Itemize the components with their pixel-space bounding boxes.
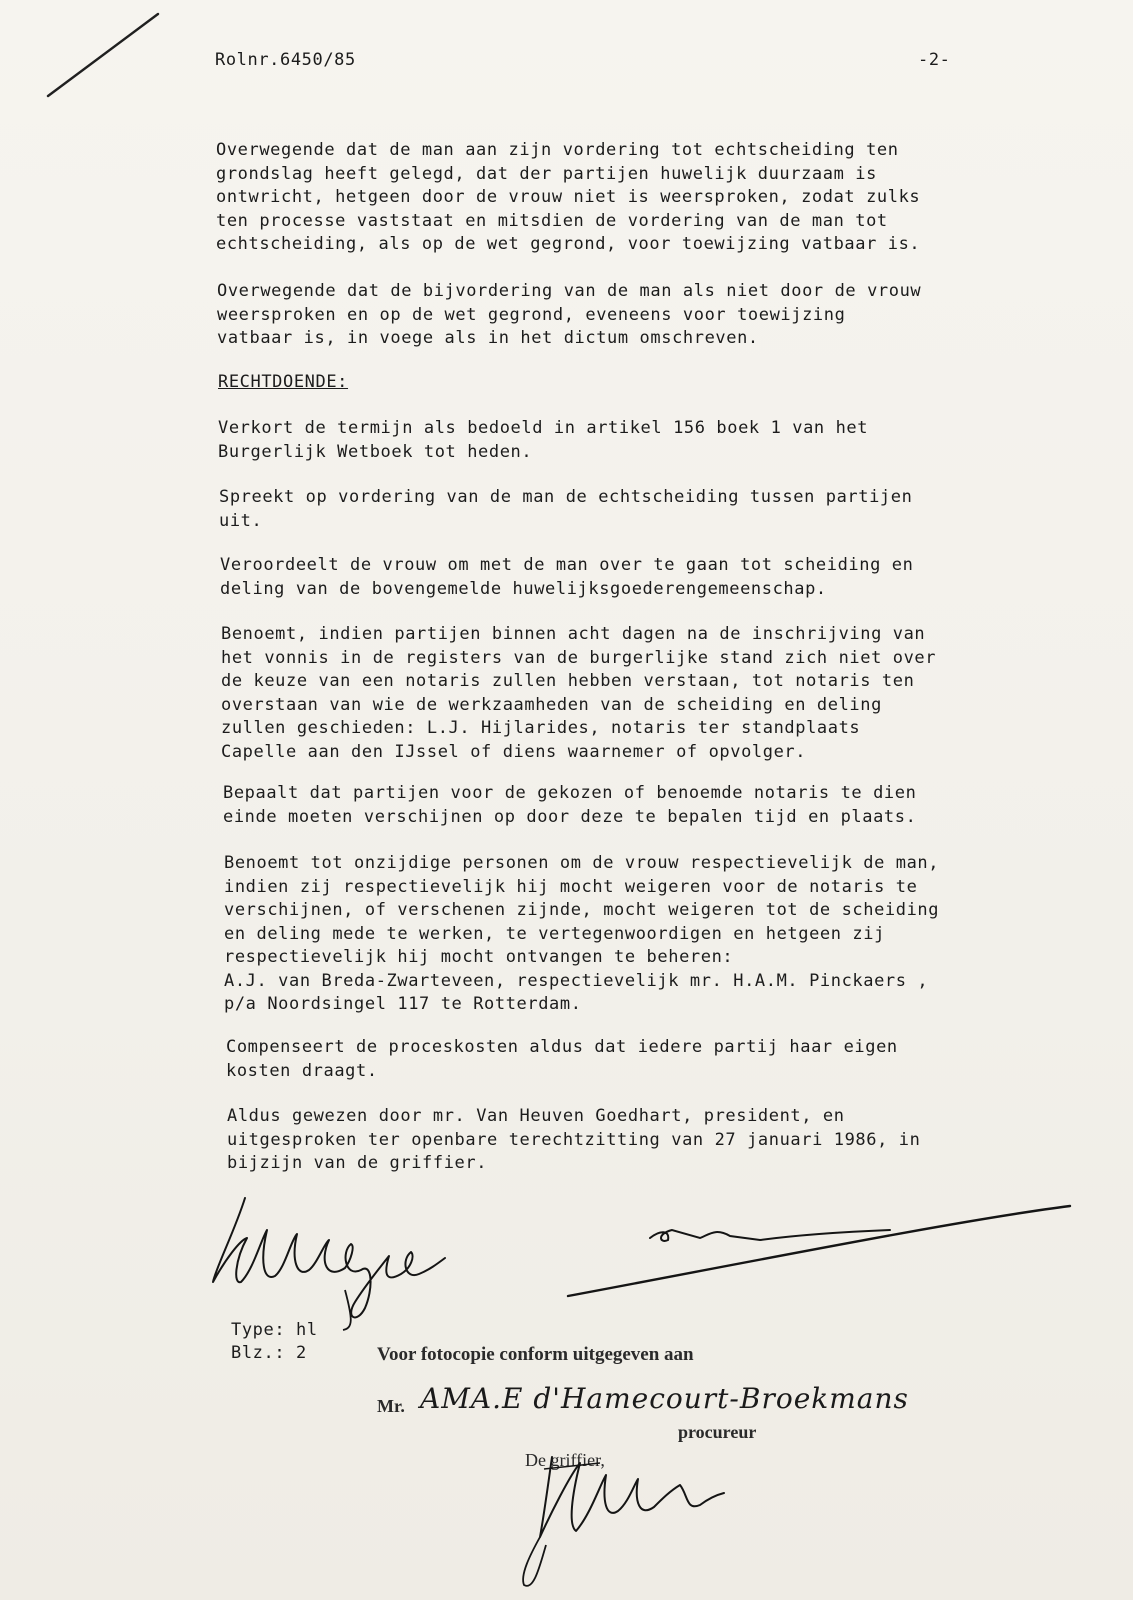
ruling-paragraph: Benoemt, indien partijen binnen acht dagen na de inschrijving van het vonnis in de registers van de burgerlijke stand zich niet over de keuze van een notaris zullen hebben verstaan, tot notaris ten overstaan van wie de werkzaamheden van de scheiding en deling zullen geschieden: L.J. Hijlarides, notaris ter standplaats Capelle aan den IJssel of diens waarnemer of opvolger. bbox=[221, 624, 937, 762]
type-label: Type: hl bbox=[231, 1320, 318, 1340]
clerk-signature-line bbox=[560, 1200, 1080, 1310]
ruling-paragraph: Veroordeelt de vrouw om met de man over te gaan tot scheiding en deling van de bovengemelde huwelijksgoederengemeenschap. bbox=[220, 555, 914, 599]
ruling-paragraph: Verkort de termijn als bedoeld in artikel 156 boek 1 van het Burgerlijk Wetboek tot heden. bbox=[218, 418, 869, 462]
ruling-paragraph: Aldus gewezen door mr. Van Heuven Goedhart, president, en uitgesproken ter openbare terechtzitting van 27 januari 1986, in bijzijn van de griffier. bbox=[227, 1106, 921, 1173]
stamp-mr: Mr. bbox=[377, 1396, 405, 1416]
consideration-paragraph: Overwegende dat de bijvordering van de man als niet door de vrouw weersproken en op de wet gegrond, eveneens voor toewijzing vatbaar is, in voege als in het dictum omschreven. bbox=[217, 281, 922, 348]
stamp-clerk: De griffier, bbox=[525, 1450, 605, 1470]
ruling-paragraph: Benoemt tot onzijdige personen om de vrouw respectievelijk de man, indien zij respectievelijk hij mocht weigeren voor de notaris te verschijnen, of verschenen zijnde, mocht weigeren tot de scheiding en deling mede te werken, te vertegenwoordigen en hetgeen zij respectievelijk hij mocht ontvangen te beheren: A.J. van Breda-Zwarteveen, respectievelijk mr. H.A.M. Pinckaers , p/a Noordsingel 117 te Rotterdam. bbox=[224, 853, 940, 1014]
ruling-paragraph: Compenseert de proceskosten aldus dat iedere partij haar eigen kosten draagt. bbox=[226, 1037, 898, 1081]
griffier-signature bbox=[510, 1445, 760, 1595]
stamp-role: procureur bbox=[678, 1422, 757, 1442]
ruling-paragraph: Bepaalt dat partijen voor de gekozen of benoemde notaris te dien einde moeten verschijnen op door deze te bepalen tijd en plaats. bbox=[223, 783, 917, 827]
ruling-heading: RECHTDOENDE: bbox=[218, 372, 349, 392]
copy-stamp-line: Voor fotocopie conform uitgegeven aan bbox=[377, 1344, 694, 1365]
roll-number: Rolnr.6450/85 bbox=[215, 50, 356, 70]
page-number: -2- bbox=[918, 50, 951, 70]
page-label: Blz.: 2 bbox=[231, 1343, 307, 1363]
consideration-paragraph: Overwegende dat de man aan zijn vordering tot echtscheiding ten grondslag heeft gelegd, dat der partijen huwelijk duurzaam is ontwricht, hetgeen door de vrouw niet is weersproken, zodat zulks ten processe vaststaat en mitsdien de vordering van de man tot echtscheiding, als op de wet gegrond, voor toewijzing vatbaar is. bbox=[216, 140, 921, 254]
handwritten-name: AMA.E d'Hamecourt-Broekmans bbox=[420, 1382, 909, 1415]
corner-pen-stroke bbox=[40, 8, 170, 108]
president-signature bbox=[205, 1190, 475, 1330]
ruling-paragraph: Spreekt op vordering van de man de echtscheiding tussen partijen uit. bbox=[219, 487, 913, 531]
